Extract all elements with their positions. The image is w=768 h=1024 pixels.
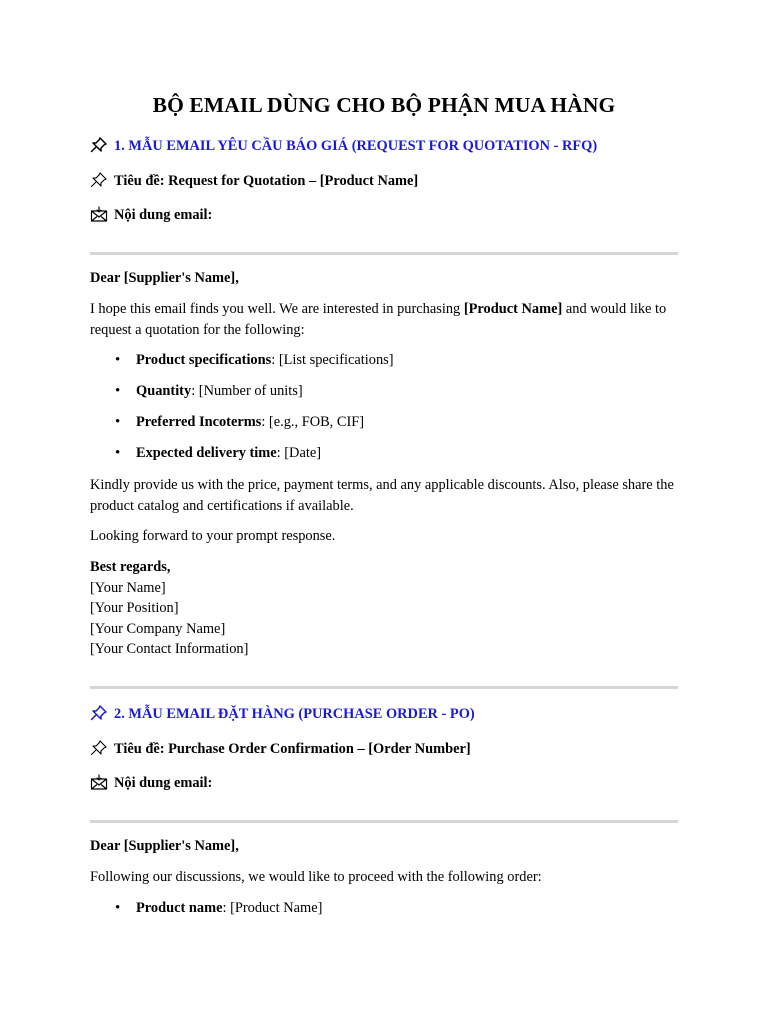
signature-line: [Your Contact Information] — [90, 641, 249, 657]
signature-block — [90, 557, 248, 660]
section-2-body-label: Nội dung email: — [90, 773, 212, 793]
list-item: • Quantity: [Number of units] — [90, 381, 394, 412]
request-items-list — [90, 350, 394, 474]
closing-paragraph: Looking forward to your prompt response. — [90, 528, 336, 544]
signature-line: [Your Position] — [90, 600, 179, 616]
intro-paragraph: I hope this email finds you well. We are interested in purchasing [Product Name] and would like to request a quotation for the following: — [90, 301, 667, 338]
pin-icon — [90, 740, 108, 756]
list-item: • Expected delivery time: [Date] — [90, 443, 394, 474]
intro-paragraph: Following our discussions, we would like to proceed with the following order: — [90, 869, 542, 885]
list-item: • Preferred Incoterms: [e.g., FOB, CIF] — [90, 412, 394, 443]
subject-value: Purchase Order Confirmation – [Order Number] — [168, 741, 471, 757]
pushpin-icon — [90, 705, 108, 721]
signoff: Best regards, — [90, 559, 171, 575]
section-1-body-label: Nội dung email: — [90, 205, 212, 225]
divider — [90, 686, 678, 689]
document-title: BỘ EMAIL DÙNG CHO BỘ PHẬN MUA HÀNG — [152, 93, 616, 117]
pushpin-icon — [90, 137, 108, 153]
divider — [90, 820, 678, 823]
signature-line: [Your Name] — [90, 579, 166, 596]
greeting: Dear [Supplier's Name], — [90, 838, 239, 854]
section-1-heading: 1. MẪU EMAIL YÊU CẦU BÁO GIÁ (REQUEST FOR QUOTATION - RFQ) — [90, 136, 597, 156]
envelope-icon — [90, 206, 108, 222]
list-item: • Product name: [Product Name] — [90, 898, 322, 929]
subject-label: Tiêu đề: — [114, 173, 165, 189]
section-2-heading: 2. MẪU EMAIL ĐẶT HÀNG (PURCHASE ORDER - PO) — [90, 704, 475, 724]
greeting: Dear [Supplier's Name], — [90, 270, 239, 286]
subject-value: Request for Quotation – [Product Name] — [168, 173, 419, 189]
subject-label: Tiêu đề: — [114, 741, 165, 757]
divider — [90, 252, 678, 255]
envelope-icon — [90, 774, 108, 790]
request-paragraph: Kindly provide us with the price, payment terms, and any applicable discounts. Also, please share the product catalog and certifications if available. — [90, 477, 674, 514]
section-2-subject — [90, 739, 471, 759]
pin-icon — [90, 172, 108, 188]
signature-line: [Your Company Name] — [90, 620, 226, 637]
list-item: • Product specifications: [List specifications] — [90, 350, 394, 381]
section-1-subject — [90, 171, 418, 191]
order-items-list — [90, 898, 322, 929]
